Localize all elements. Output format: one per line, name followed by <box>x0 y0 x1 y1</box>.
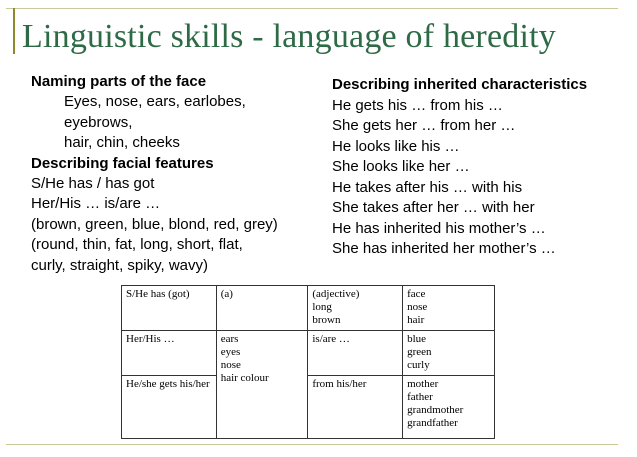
naming-line: hair, chin, cheeks <box>64 134 180 152</box>
table-cell: S/He has (got) <box>122 286 217 331</box>
describing-line: S/He has / has got <box>31 175 155 193</box>
inherited-line: She takes after her … with her <box>332 199 535 216</box>
sentence-table <box>121 285 495 439</box>
slide-top-rule <box>6 8 618 9</box>
cell-line: hair colour <box>220 372 269 384</box>
cell-line: green <box>407 346 432 358</box>
left-column <box>31 72 278 276</box>
cell-line: long <box>312 301 332 313</box>
inherited-line: She gets her … from her … <box>332 117 516 134</box>
inherited-line: He has inherited his mother’s … <box>332 219 546 237</box>
cell-line: nose <box>407 301 428 313</box>
cell-line: hair <box>407 314 425 326</box>
inherited-line: She has inherited her mother’s … <box>332 240 556 257</box>
table-cell: He/she gets his/her <box>122 376 217 439</box>
naming-line: eyebrows, <box>64 113 133 131</box>
right-column <box>332 75 587 260</box>
cell-line: (adjective) <box>312 288 360 300</box>
slide-title: Linguistic skills - language of heredity <box>22 18 556 55</box>
cell-line: grandfather <box>407 417 458 429</box>
cell-line: ears <box>220 333 239 345</box>
slide-left-rule <box>13 8 15 54</box>
describing-line: curly, straight, spiky, wavy) <box>31 256 208 274</box>
table-cell: (a) <box>216 286 308 331</box>
inherited-line: He takes after his … with his <box>332 178 523 196</box>
inherited-heading: Describing inherited characteristics <box>332 76 588 93</box>
naming-heading: Naming parts of the face <box>31 73 207 90</box>
cell-line: face <box>407 288 426 300</box>
table-cell <box>403 331 495 376</box>
naming-line: Eyes, nose, ears, earlobes, <box>64 93 246 111</box>
table-cell <box>403 286 495 331</box>
cell-line: father <box>407 391 433 403</box>
cell-line: blue <box>407 333 427 345</box>
cell-line: brown <box>312 314 341 326</box>
table-cell: from his/her <box>308 376 403 439</box>
table-cell <box>403 376 495 439</box>
table-cell <box>216 331 308 439</box>
table-cell: Her/His … <box>122 331 217 376</box>
cell-line: nose <box>220 359 241 371</box>
inherited-line: He gets his … from his … <box>332 96 503 114</box>
cell-line: grandmother <box>407 404 464 416</box>
slide-bottom-rule <box>6 444 618 445</box>
inherited-line: She looks like her … <box>332 158 470 175</box>
cell-line: curly <box>407 359 430 371</box>
describing-line: Her/His … is/are … <box>31 195 161 213</box>
cell-line: eyes <box>220 346 241 358</box>
describing-line: (brown, green, blue, blond, red, grey) <box>31 215 278 233</box>
cell-line: mother <box>407 378 439 390</box>
describing-line: (round, thin, fat, long, short, flat, <box>31 236 243 254</box>
table-cell: is/are … <box>308 331 403 376</box>
inherited-line: He looks like his … <box>332 137 460 155</box>
table-cell <box>308 286 403 331</box>
describing-heading: Describing facial features <box>31 154 214 172</box>
